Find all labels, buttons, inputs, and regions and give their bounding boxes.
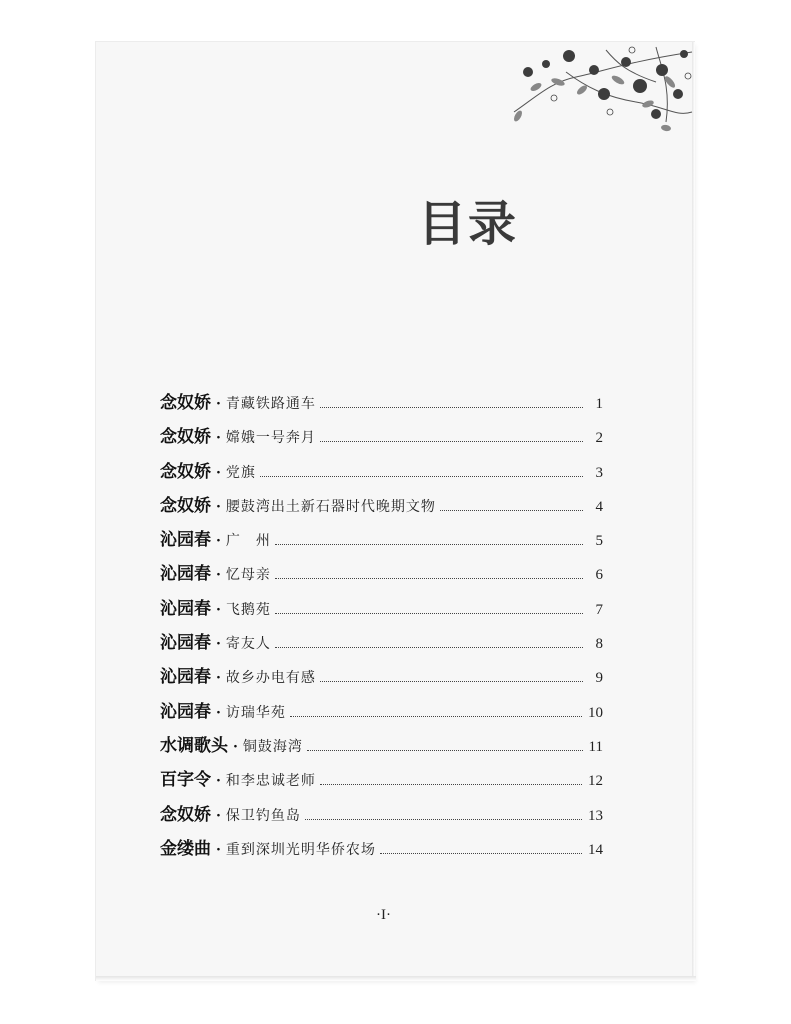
page-number: 4 bbox=[595, 498, 603, 515]
poem-form: 百字令 bbox=[160, 770, 211, 790]
toc-entry[interactable] bbox=[160, 491, 603, 525]
poem-title: 保卫钓鱼岛 bbox=[225, 807, 301, 824]
poem-title: 腰鼓湾出土新石器时代晚期文物 bbox=[225, 498, 436, 515]
toc-entry[interactable] bbox=[160, 765, 603, 799]
dot-leader bbox=[275, 647, 583, 648]
dot-leader bbox=[305, 819, 582, 820]
poem-title: 青藏铁路通车 bbox=[225, 396, 316, 412]
dot-leader bbox=[275, 544, 583, 545]
table-of-contents bbox=[160, 388, 603, 868]
separator: · bbox=[216, 841, 221, 858]
separator: · bbox=[233, 738, 238, 755]
poem-title: 重到深圳光明华侨农场 bbox=[225, 841, 376, 858]
page-edge bbox=[692, 42, 695, 980]
toc-entry[interactable] bbox=[160, 422, 603, 456]
separator: · bbox=[216, 601, 221, 618]
poem-title: 飞鹅苑 bbox=[225, 601, 271, 618]
toc-entry[interactable] bbox=[160, 559, 603, 593]
page-number: 7 bbox=[595, 601, 603, 618]
page-number: 9 bbox=[595, 670, 603, 687]
poem-form: 念奴娇 bbox=[160, 804, 211, 824]
poem-form: 念奴娇 bbox=[160, 427, 211, 447]
poem-form: 水调歌头 bbox=[160, 735, 228, 755]
poem-form: 沁园春 bbox=[160, 598, 211, 618]
page-number: 12 bbox=[588, 773, 603, 790]
page-number: 10 bbox=[588, 704, 603, 721]
toc-entry[interactable] bbox=[160, 628, 603, 662]
page-number: 8 bbox=[595, 636, 603, 653]
separator: · bbox=[216, 636, 221, 653]
dot-leader bbox=[320, 441, 583, 442]
poem-form: 念奴娇 bbox=[160, 461, 211, 481]
separator: · bbox=[216, 396, 221, 412]
toc-entry[interactable] bbox=[160, 800, 603, 834]
toc-entry[interactable] bbox=[160, 662, 603, 696]
separator: · bbox=[216, 773, 221, 790]
poem-title: 和李忠诚老师 bbox=[225, 773, 316, 790]
separator: · bbox=[216, 533, 221, 550]
poem-title: 嫦娥一号奔月 bbox=[225, 430, 316, 447]
separator: · bbox=[216, 430, 221, 447]
page-number: 2 bbox=[595, 430, 603, 447]
poem-title: 寄友人 bbox=[225, 636, 271, 653]
dot-leader bbox=[275, 578, 583, 579]
toc-entry[interactable] bbox=[160, 388, 603, 422]
page-number: 3 bbox=[595, 464, 603, 481]
separator: · bbox=[216, 704, 221, 721]
flower-vine-icon bbox=[506, 42, 694, 134]
dot-leader bbox=[380, 853, 582, 854]
page-number: 1 bbox=[595, 396, 603, 412]
poem-form: 念奴娇 bbox=[160, 393, 211, 412]
page-number: 6 bbox=[595, 567, 603, 584]
page-edge bbox=[96, 976, 696, 981]
separator: · bbox=[216, 807, 221, 824]
poem-title: 广 州 bbox=[225, 533, 271, 550]
dot-leader bbox=[320, 681, 583, 682]
poem-title: 忆母亲 bbox=[225, 567, 271, 584]
page-number: 14 bbox=[588, 841, 603, 858]
page-number: 13 bbox=[588, 807, 603, 824]
separator: · bbox=[216, 670, 221, 687]
poem-form: 沁园春 bbox=[160, 701, 211, 721]
poem-title: 铜鼓海湾 bbox=[242, 738, 303, 755]
poem-title: 故乡办电有感 bbox=[225, 670, 316, 687]
separator: · bbox=[216, 498, 221, 515]
page-number: 5 bbox=[595, 533, 603, 550]
dot-leader bbox=[275, 613, 583, 614]
page-title: 目录 bbox=[418, 196, 519, 252]
dot-leader bbox=[320, 784, 582, 785]
poem-form: 金缕曲 bbox=[160, 838, 211, 858]
dot-leader bbox=[440, 510, 583, 511]
dot-leader bbox=[320, 407, 583, 408]
poem-title: 访瑞华苑 bbox=[225, 704, 286, 721]
dot-leader bbox=[290, 716, 582, 717]
toc-entry[interactable] bbox=[160, 594, 603, 628]
toc-entry[interactable] bbox=[160, 457, 603, 491]
toc-entry[interactable] bbox=[160, 731, 603, 765]
toc-entry[interactable] bbox=[160, 525, 603, 559]
poem-form: 念奴娇 bbox=[160, 495, 211, 515]
poem-form: 沁园春 bbox=[160, 667, 211, 687]
separator: · bbox=[216, 567, 221, 584]
poem-form: 沁园春 bbox=[160, 564, 211, 584]
separator: · bbox=[216, 464, 221, 481]
poem-form: 沁园春 bbox=[160, 633, 211, 653]
dot-leader bbox=[260, 476, 583, 477]
toc-entry[interactable] bbox=[160, 697, 603, 731]
poem-form: 沁园春 bbox=[160, 530, 211, 550]
page-folio: ·I· bbox=[376, 907, 391, 923]
poem-title: 党旗 bbox=[225, 464, 256, 481]
toc-entry[interactable] bbox=[160, 834, 603, 868]
dot-leader bbox=[307, 750, 583, 751]
page-number: 11 bbox=[588, 738, 603, 755]
